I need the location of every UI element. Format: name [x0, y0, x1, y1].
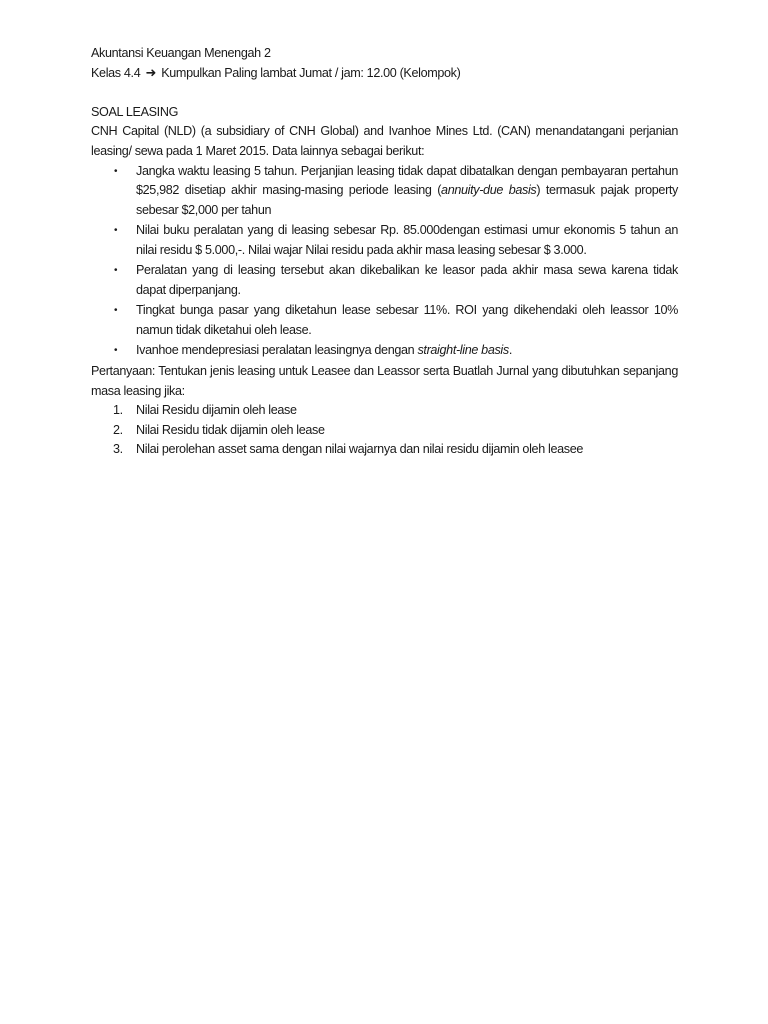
- question-paragraph: Pertanyaan: Tentukan jenis leasing untuk Leasee dan Leassor serta Buatlah Jurnal yang dibutuhkan sepanjang masa leasing jika:: [91, 363, 678, 398]
- document-page: [91, 44, 678, 460]
- right-arrow-icon: ➜: [145, 65, 157, 81]
- item-text: Nilai perolehan asset sama dengan nilai wajarnya dan nilai residu dijamin oleh leasee: [136, 442, 584, 457]
- deadline-text: Kumpulkan Paling lambat Jumat / jam: 12.00 (Kelompok): [161, 65, 461, 80]
- section-title: SOAL LEASING: [91, 104, 179, 119]
- item-text: Nilai Residu tidak dijamin oleh lease: [136, 422, 325, 437]
- list-item: [114, 301, 678, 340]
- item-text: Nilai Residu dijamin oleh lease: [136, 403, 297, 418]
- class-deadline-line: [91, 64, 678, 84]
- bullet-icon: •: [114, 305, 118, 317]
- bullet-icon: •: [114, 165, 118, 177]
- bullet-text: Nilai buku peralatan yang di leasing sebesar Rp. 85.000dengan estimasi umur ekonomis 5 tahun an nilai residu $ 5.000,-. Nilai wajar Nilai residu pada akhir masa leasing sebesar $ 3.000.: [136, 223, 678, 257]
- intro-paragraph: CNH Capital (NLD) (a subsidiary of CNH Global) and Ivanhoe Mines Ltd. (CAN) menandatangani perjanian leasing/ sewa pada 1 Maret 2015. Data lainnya sebagai berikut:: [91, 124, 678, 158]
- item-number: 3.: [113, 442, 123, 457]
- bullet-italic-text: straight-line basis: [417, 343, 509, 358]
- bullet-text: ) termasuk pajak property sebesar $2,000 per tahun: [136, 183, 679, 217]
- course-title: Akuntansi Keuangan Menengah 2: [91, 46, 271, 60]
- bullet-text: Ivanhoe mendepresiasi peralatan leasingnya dengan: [136, 343, 418, 358]
- bullet-italic-text: annuity-due basis: [441, 183, 537, 198]
- list-item: [114, 341, 678, 361]
- list-item: [113, 421, 678, 441]
- list-item: [114, 162, 679, 221]
- bullet-text: Peralatan yang di leasing tersebut akan dikebalikan ke leasor pada akhir masa sewa karena tidak dapat diperpanjang.: [136, 263, 678, 297]
- item-number: 1.: [113, 403, 123, 418]
- blank-line: [91, 83, 678, 103]
- item-number: 2.: [113, 422, 123, 437]
- list-item: [113, 440, 678, 460]
- data-bullet-list: [91, 162, 678, 362]
- bullet-text: Jangka waktu leasing 5 tahun. Perjanjian leasing tidak dapat dibatalkan dengan pembayaran pertahun $25,982 disetiap akhir masing-masing periode leasing (: [136, 163, 678, 198]
- list-item: [114, 261, 678, 300]
- class-label: Kelas 4.4: [91, 65, 141, 80]
- bullet-icon: •: [114, 265, 118, 277]
- list-item: [113, 401, 678, 421]
- bullet-text: Tingkat bunga pasar yang diketahun lease sebesar 11%. ROI yang dikehendaki oleh leassor 10% namun tidak diketahui oleh lease.: [136, 303, 678, 337]
- bullet-icon: •: [114, 225, 118, 237]
- list-item: [114, 221, 678, 260]
- bullet-icon: •: [114, 345, 118, 357]
- bullet-text: .: [508, 343, 512, 358]
- question-list: [91, 401, 678, 460]
